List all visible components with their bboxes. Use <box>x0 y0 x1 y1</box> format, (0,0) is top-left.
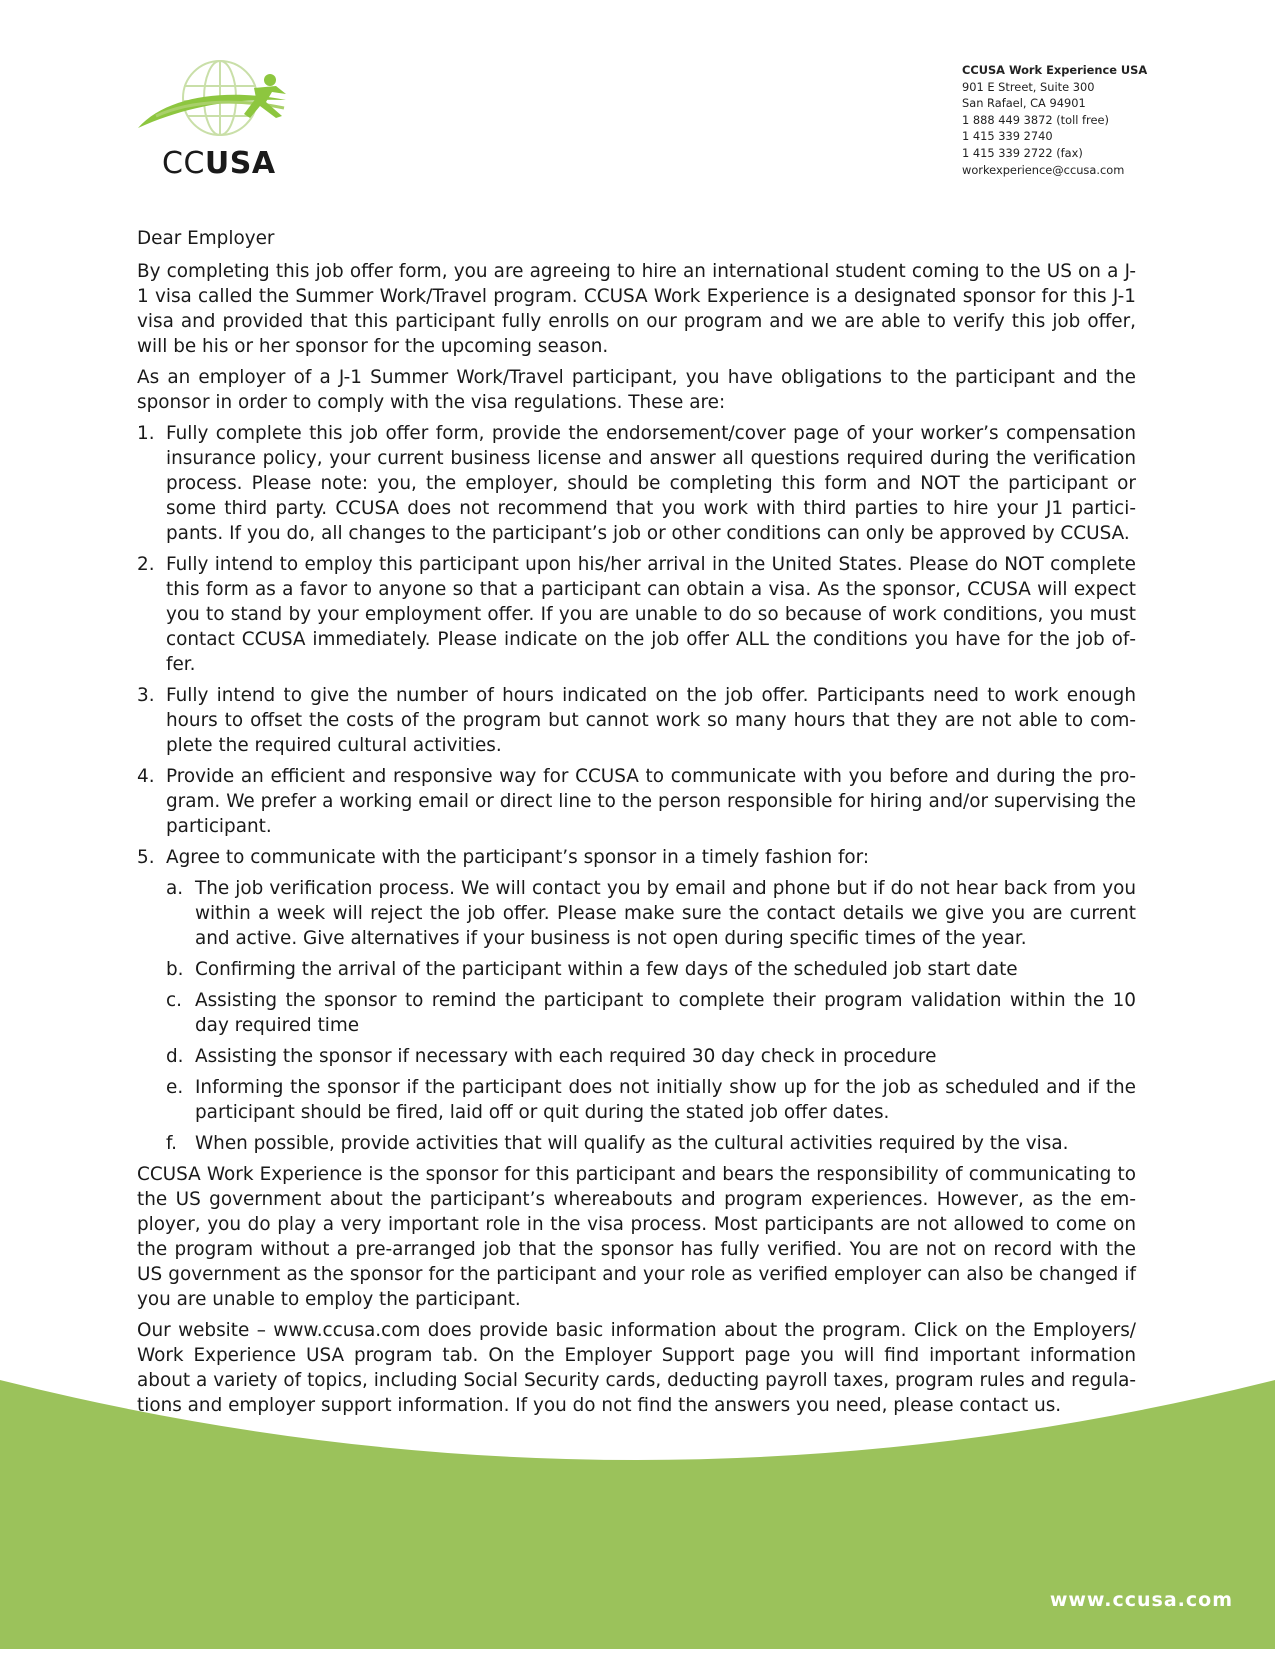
sender-org-name: CCUSA Work Experience USA <box>962 63 1148 77</box>
obligations-paragraph: As an employer of a J-1 Summer Work/Travel participant, you have obligations to the participant and the sponsor in order to comply with the visa regulations. These are: <box>137 367 1136 413</box>
list-item: 1. Fully complete this job offer form, provide the endorsement/cover page of your worker’s compensation insurance policy, your current business license and answer all questions required during the verification process. Please note: you, the employer, should be completing this form and NOT the participant or some third party. CCUSA does not recommend that you work with third parties to hire your J1 participants. If you do, all changes to the participant’s job or other conditions can only be approved by CCUSA. <box>137 423 1136 544</box>
sender-address-block <box>962 62 1222 178</box>
sublist-item: c. Assisting the sponsor to remind the participant to complete their program validation within the 10 day required time <box>166 990 1136 1036</box>
address-city: San Rafael, CA 94901 <box>962 96 1086 111</box>
phone-fax: 1 415 339 2722 (fax) <box>962 145 1083 160</box>
greeting: Dear Employer <box>137 228 275 249</box>
list-item: 3. Fully intend to give the number of hours indicated on the job offer. Participants need to work enough hours to offset the costs of the program but cannot work so many hours that they are not able to complete the required cultural activities. <box>137 685 1136 756</box>
sublist-item: a. The job verification process. We will contact you by email and phone but if do not hear back from you within a week will reject the job offer. Please make sure the contact details we give you are current and active. Give alternatives if your business is not open during specific times of the year. <box>166 878 1136 949</box>
logo-wordmark: CCUSA <box>162 146 276 181</box>
sublist-item: b. Confirming the arrival of the participant within a few days of the scheduled job start date <box>166 959 1018 980</box>
sublist-item: f. When possible, provide activities that will qualify as the cultural activities required by the visa. <box>166 1133 1069 1154</box>
footer-website-url: www.ccusa.com <box>1049 1589 1233 1611</box>
letter-body <box>137 226 1136 1424</box>
list-item: 2. Fully intend to employ this participant upon his/her arrival in the United States. Please do NOT complete this form as a favor to anyone so that a participant can obtain a visa. As the sponsor, CCUSA will expect you to stand by your employment offer. If you are unable to do so because of work conditions, you must contact CCUSA immediately. Please indicate on the job offer ALL the conditions you have for the job offer. <box>137 554 1136 675</box>
address-street: 901 E Street, Suite 300 <box>962 79 1095 94</box>
list-item: 5. Agree to communicate with the participant’s sponsor in a timely fashion for: a. The job verification process. We will contact you by email and phone but if do not hear back from you within a week will reject the job offer. Please make sure the contact details we give you are current and active. Give alternatives if your business is not open during specific times of the year. b. Confirming the arrival of the participant within a few days of the scheduled job start date c. Assisting the sponsor to remind the participant to complete their program validation within the 10 day required time d. Assisting the sponsor if necessary with each required 30 day check in procedure e. Informing the sponsor if the participant does not initially show up for the job as scheduled and if the participant should be fired, laid off or quit during the stated job offer dates. f. When possible, provide activities that will qualify as the cultural activities required by the visa. <box>137 847 1136 1154</box>
ccusa-logo <box>136 58 306 181</box>
obligations-list <box>137 421 1136 1156</box>
communication-sublist <box>166 876 1136 1156</box>
globe-runner-logo-icon <box>136 58 306 148</box>
sponsor-paragraph: CCUSA Work Experience is the sponsor for this participant and bears the responsibility of communicating to the US government about the participant’s whereabouts and program experiences. However, as the employer, you do play a very important role in the visa process. Most participants are not allowed to come on the program without a pre-arranged job that the sponsor has fully verified. You are not on record with the US government as the sponsor for the participant and your role as verified employer can also be changed if you are unable to employ the participant. <box>137 1164 1136 1310</box>
sublist-item: e. Informing the sponsor if the participant does not initially show up for the job as scheduled and if the participant should be fired, laid off or quit during the stated job offer dates. <box>166 1077 1136 1123</box>
phone-toll-free: 1 888 449 3872 (toll free) <box>962 112 1109 127</box>
sublist-item: d. Assisting the sponsor if necessary with each required 30 day check in procedure <box>166 1046 937 1067</box>
intro-paragraph: By completing this job offer form, you are agreeing to hire an international student coming to the US on a J-1 visa called the Summer Work/Travel program. CCUSA Work Experience is a designated sponsor for this J-1 visa and provided that this participant fully enrolls on our program and we are able to verify this job offer, will be his or her sponsor for the upcoming season. <box>137 261 1136 357</box>
footer-band <box>0 1380 1275 1649</box>
list-item: 4. Provide an efficient and responsive way for CCUSA to communicate with you before and during the program. We prefer a working email or direct line to the person responsible for hiring and/or supervising the participant. <box>137 766 1136 837</box>
phone-main: 1 415 339 2740 <box>962 129 1053 144</box>
contact-email: workexperience@ccusa.com <box>962 162 1125 177</box>
website-paragraph: Our website – www.ccusa.com does provide basic information about the program. Click on the Employers/ Work Experience USA program tab. On the Employer Support page you will find important information about a variety of topics, including Social Security cards, deducting payroll taxes, program rules and regulations and employer support information. If you do not find the answers you need, please contact us. <box>137 1320 1136 1416</box>
